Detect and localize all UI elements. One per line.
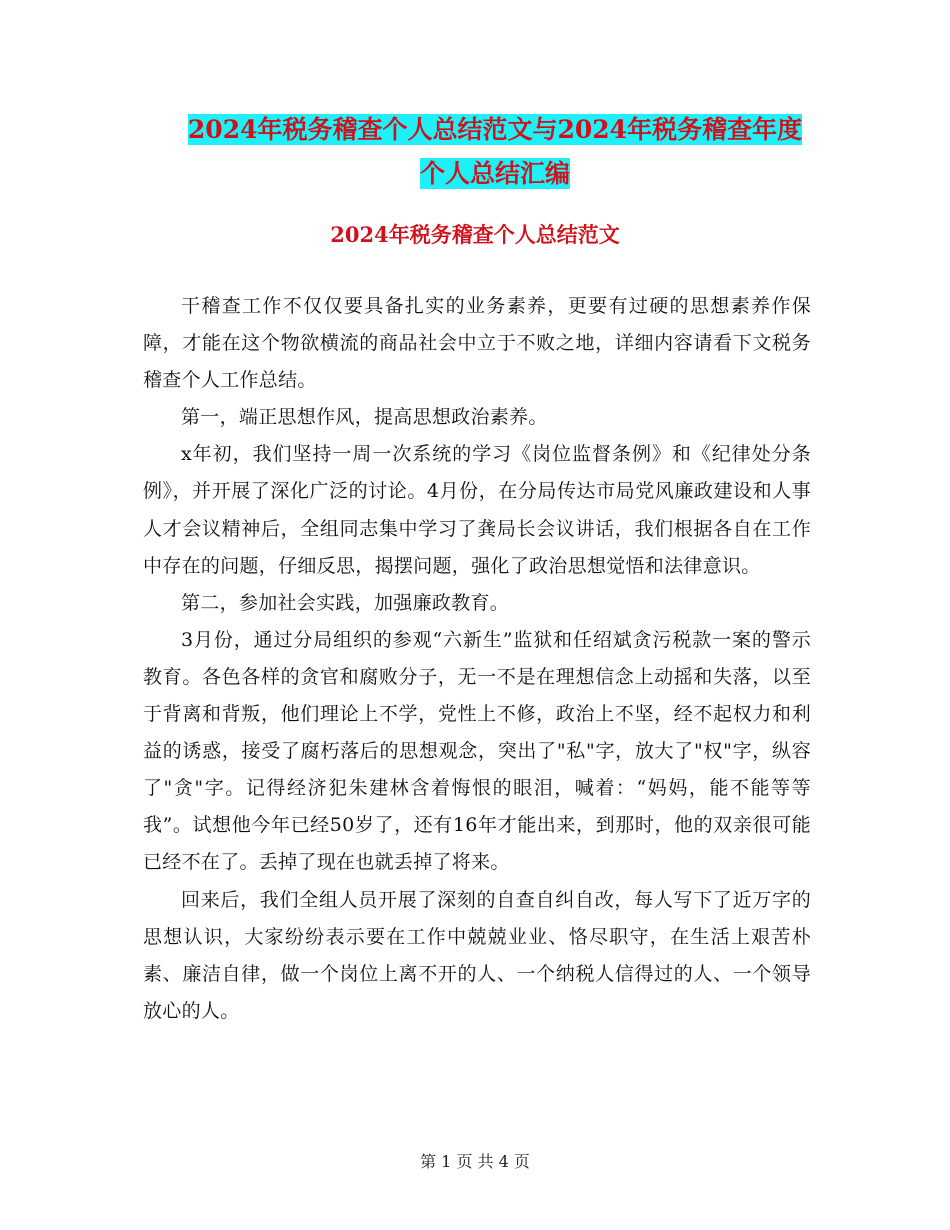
paragraph: 干稽查工作不仅仅要具备扎实的业务素养，更要有过硬的思想素养作保障，才能在这个物欲横流的商品社会中立于不败之地，详细内容请看下文税务稽查个人工作总结。 <box>143 295 811 392</box>
section-title: 2024年税务稽查个人总结范文 <box>330 222 620 247</box>
paragraph: 3月份，通过分局组织的参观“六新生”监狱和任绍斌贪污税款一案的警示教育。各色各样的贪官和腐败分子，无一不是在理想信念上动摇和失落，以至于背离和背叛，他们理论上不学，党性上不修，政治上不坚，经不起权力和利益的诱惑，接受了腐朽落后的思想观念，突出了"私"字，放大了"权"字，纵容了"贪"字。记得经济犯朱建林含着悔恨的眼泪，喊着：“妈妈，能不能等等我”。试想他今年已经50岁了，还有16年才能出来，到那时，他的双亲很可能已经不在了。丢掉了现在也就丢掉了将来。 <box>143 628 811 874</box>
paragraph: 第二，参加社会实践，加强廉政教育。 <box>181 591 510 614</box>
document-title <box>140 108 850 196</box>
page-footer: 第 1 页 共 4 页 <box>420 1152 530 1171</box>
document-body <box>143 288 811 1030</box>
paragraph: 回来后，我们全组人员开展了深刻的自查自纠自改，每人写下了近万字的思想认识，大家纷纷表示要在工作中兢兢业业、恪尽职守，在生活上艰苦朴素、廉洁自律，做一个岗位上离不开的人、一个纳税人信得过的人、一个领导放心的人。 <box>143 888 811 1022</box>
paragraph: x年初，我们坚持一周一次系统的学习《岗位监督条例》和《纪律处分条例》，并开展了深化广泛的讨论。4月份，在分局传达市局党风廉政建设和人事人才会议精神后，全组同志集中学习了龚局长会议讲话，我们根据各自在工作中存在的问题，仔细反思，揭摆问题，强化了政治思想觉悟和法律意识。 <box>143 443 811 577</box>
title-line-1: 2024年税务稽查个人总结范文与2024年税务稽查年度 <box>187 115 803 144</box>
title-line-2: 个人总结汇编 <box>419 159 570 188</box>
paragraph: 第一，端正思想作风，提高思想政治素养。 <box>181 406 548 429</box>
